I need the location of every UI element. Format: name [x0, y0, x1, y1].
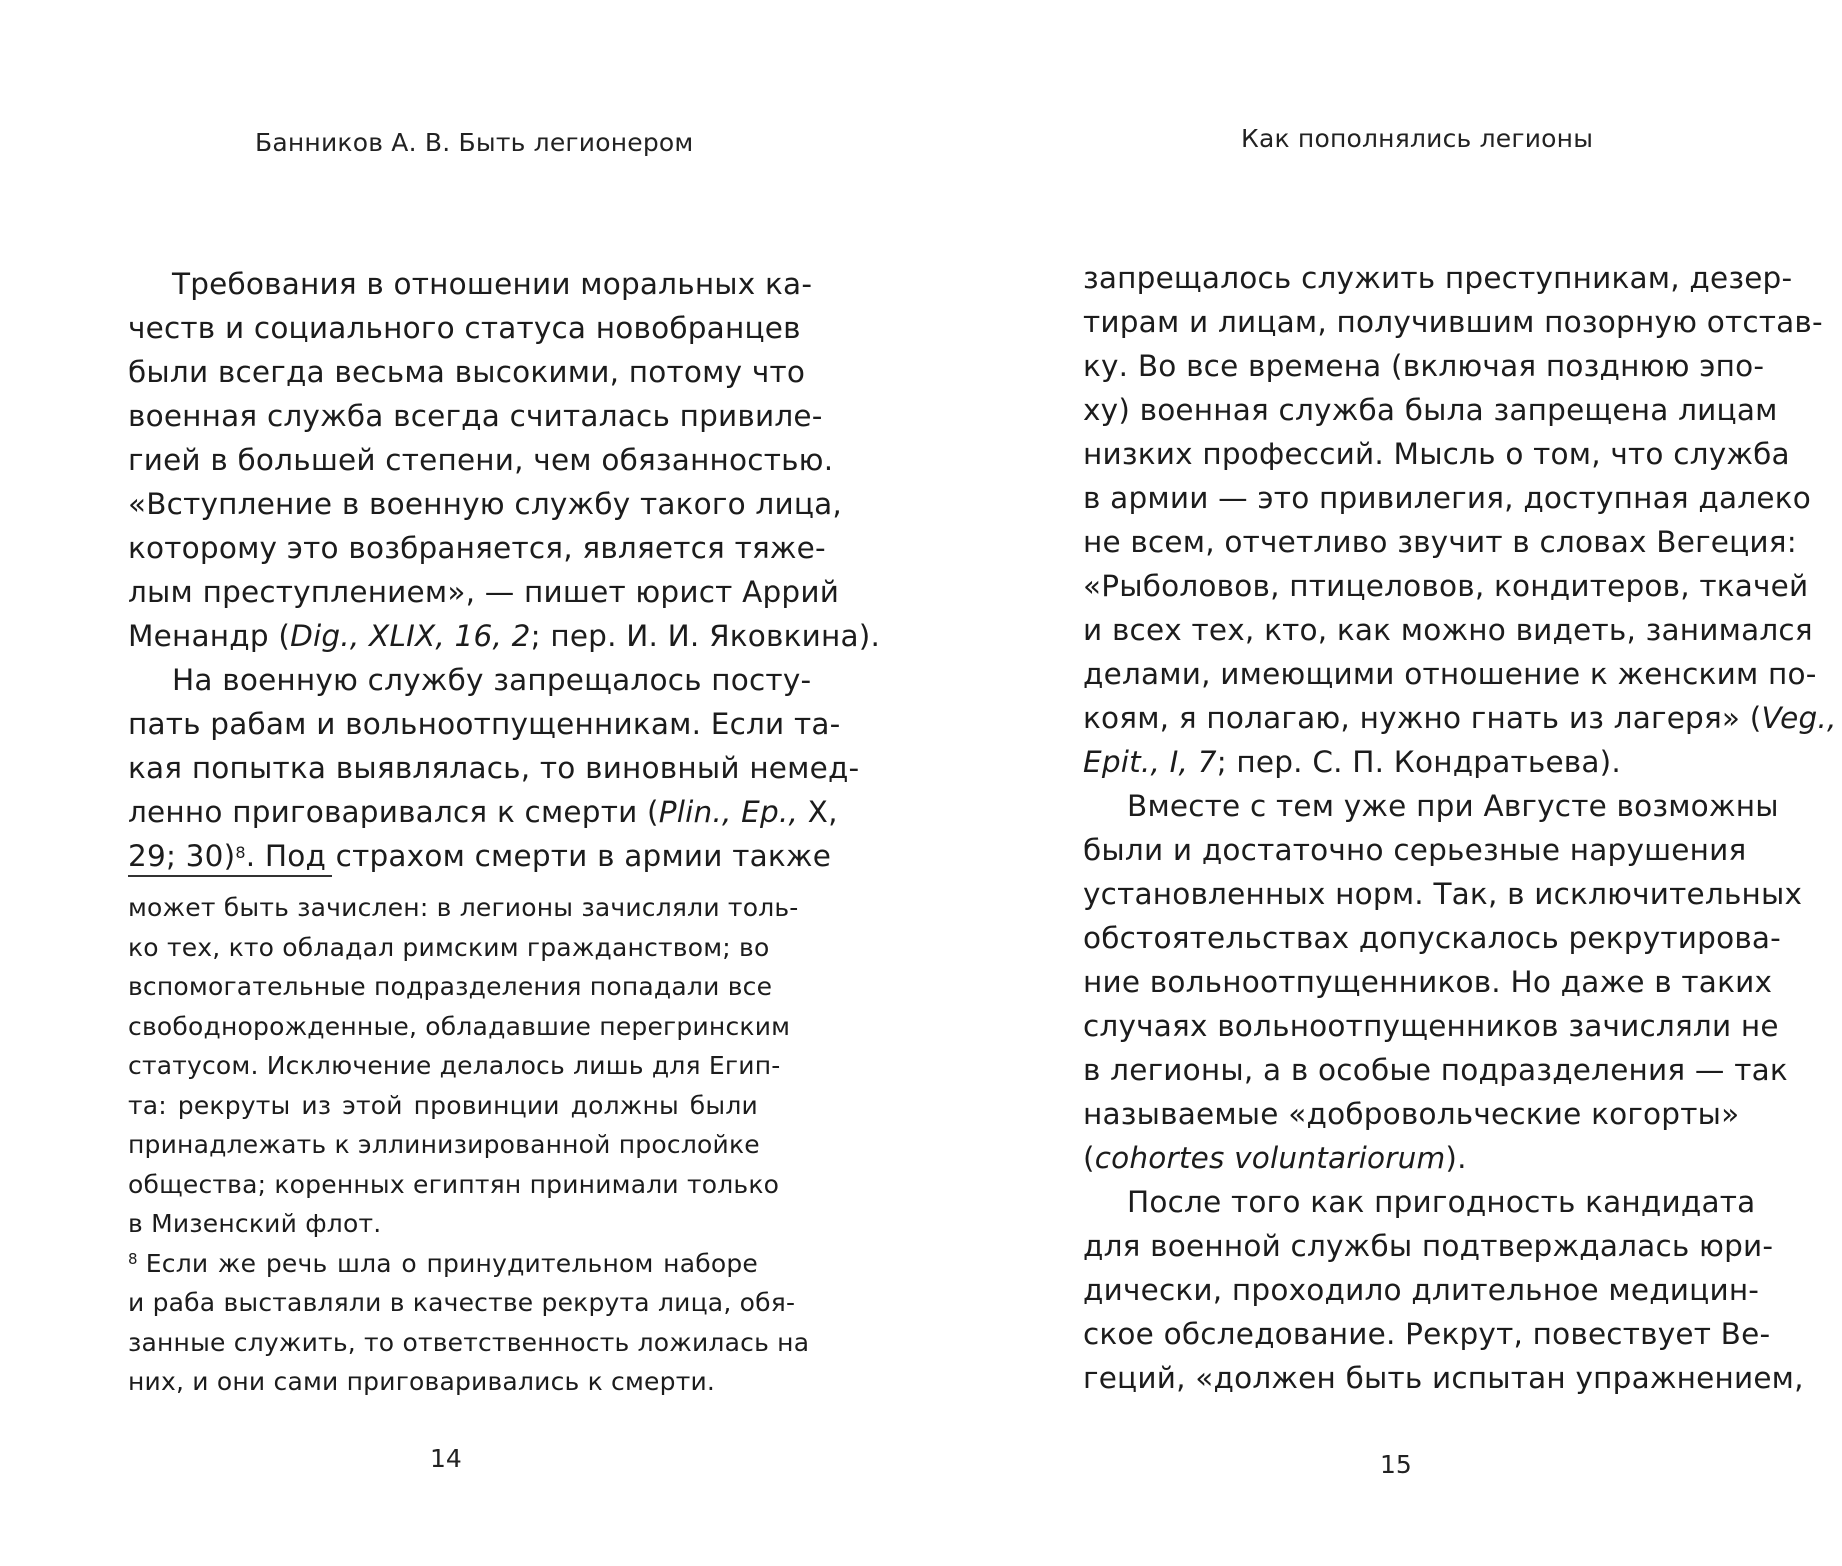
text-line: «Вступление в военную службу такого лица,	[128, 487, 842, 521]
text-line: дически, проходило длительное медицин-	[1083, 1273, 1760, 1307]
footnote-line: ко тех, кто обладал римским гражданством; во	[128, 932, 770, 962]
citation: Plin., Ep.,	[658, 795, 799, 829]
text-line: были и достаточно серьезные нарушения	[1083, 833, 1747, 867]
text-line: ху) военная служба была запрещена лицам	[1083, 393, 1778, 427]
text-line	[1083, 1136, 1707, 1180]
left-running-head: Банников А. В. Быть легионером	[255, 128, 694, 157]
text-line: военная служба всегда считалась привиле-	[128, 399, 823, 433]
footnote-line: та: рекруты из этой провинции должны были	[128, 1090, 758, 1120]
text-line: и всех тех, кто, как можно видеть, занимался	[1083, 613, 1813, 647]
text-line: обстоятельствах допускалось рекрутирова-	[1083, 921, 1782, 955]
text-line: ку. Во все времена (включая позднюю эпо-	[1083, 349, 1765, 383]
footnote-reference[interactable]: 8	[235, 843, 246, 862]
footnotes	[128, 888, 810, 1402]
text-line: ское обследование. Рекрут, повествует Ве-	[1083, 1317, 1771, 1351]
text-line	[128, 834, 832, 878]
text-line: называемые «добровольческие когорты»	[1083, 1097, 1740, 1131]
text-line: гией в большей степени, чем обязанностью.	[128, 443, 834, 477]
text-line: для военной службы подтверждалась юри-	[1083, 1229, 1774, 1263]
right-page	[921, 0, 1842, 1566]
text-line: честв и социального статуса новобранцев	[128, 311, 801, 345]
footnote-line: в Мизенский флот.	[128, 1209, 382, 1238]
text-line: не всем, отчетливо звучит в словах Вегеция:	[1083, 525, 1797, 559]
text-line: запрещалось служить преступникам, дезер-	[1083, 261, 1793, 295]
footnote-line: общества; коренных египтян принимали только	[128, 1169, 780, 1199]
text-line: в армии — это привилегия, доступная далеко	[1083, 481, 1811, 515]
text-line: случаях вольноотпущенников зачисляли не	[1083, 1009, 1779, 1043]
text-fragment: Менандр (	[128, 619, 291, 653]
text-line	[1083, 740, 1707, 784]
citation: Dig., XLIX, 16, 2	[290, 619, 531, 653]
text-line: Требования в отношении моральных ка-	[172, 267, 813, 301]
text-line: делами, имеющими отношение к женским по-	[1083, 657, 1817, 691]
footnote-marker: 8	[128, 1249, 138, 1268]
text-line: которому это возбраняется, является тяже-	[128, 531, 826, 565]
footnote-divider	[128, 875, 332, 877]
text-line: геций, «должен быть испытан упражнением,	[1083, 1361, 1804, 1395]
footnote-line: занные служить, то ответственность ложилась на	[128, 1327, 810, 1357]
text-fragment: ).	[1445, 1141, 1467, 1175]
left-page-number: 14	[430, 1444, 462, 1473]
footnote-line: свободнорожденные, обладавшие перегринским	[128, 1011, 791, 1041]
text-fragment: . Под страхом смерти в армии также	[245, 839, 832, 873]
text-fragment: ленно приговаривался к смерти (	[128, 795, 659, 829]
text-line	[128, 790, 838, 834]
right-page-number: 15	[1380, 1450, 1412, 1479]
text-fragment: ; пер. И. И. Яковкина).	[530, 619, 881, 653]
text-line	[128, 614, 881, 658]
text-line: После того как пригодность кандидата	[1127, 1185, 1756, 1219]
text-fragment: ; пер. С. П. Кондратьева).	[1216, 745, 1621, 779]
text-fragment: коям, я полагаю, нужно гнать из лагеря» (	[1083, 701, 1762, 735]
text-line: были всегда весьма высокими, потому что	[128, 355, 806, 389]
text-line: кая попытка выявлялась, то виновный немед-	[128, 751, 860, 785]
footnote-line	[128, 1244, 758, 1284]
text-fragment: Если же речь шла о принудительном наборе	[145, 1248, 758, 1278]
right-running-head: Как пополнялись легионы	[1241, 124, 1594, 153]
text-line: в легионы, а в особые подразделения — так	[1083, 1053, 1788, 1087]
text-line: Вместе с тем уже при Августе возможны	[1127, 789, 1779, 823]
footnote-line: принадлежать к эллинизированной прослойке	[128, 1130, 760, 1159]
text-line: ние вольноотпущенников. Но даже в таких	[1083, 965, 1773, 999]
text-line: пать рабам и вольноотпущенникам. Если та-	[128, 707, 841, 741]
footnote-line: и раба выставляли в качестве рекрута лица, обя-	[128, 1288, 796, 1317]
latin-term: cohortes voluntariorum	[1094, 1141, 1446, 1175]
footnote-line: статусом. Исключение делалось лишь для Егип-	[128, 1051, 781, 1080]
text-line: лым преступлением», — пишет юрист Аррий	[128, 575, 840, 609]
text-fragment: 29; 30)	[128, 839, 236, 873]
footnote-line: может быть зачислен: в легионы зачисляли толь-	[128, 893, 799, 922]
text-line: низких профессий. Мысль о том, что служба	[1083, 437, 1790, 471]
citation: Veg.,	[1761, 701, 1837, 735]
text-fragment: X,	[798, 795, 838, 829]
left-body-text	[128, 262, 881, 878]
text-fragment: (	[1083, 1141, 1095, 1175]
right-body-text	[1083, 256, 1837, 1400]
text-line	[1083, 696, 1837, 740]
footnote-line: них, и они сами приговаривались к смерти.	[128, 1367, 716, 1396]
text-line: «Рыболовов, птицеловов, кондитеров, ткачей	[1083, 569, 1809, 603]
text-line: На военную службу запрещалось посту-	[172, 663, 812, 697]
footnote-line: вспомогательные подразделения попадали все	[128, 972, 773, 1001]
text-line: тирам и лицам, получившим позорную отстав-	[1083, 305, 1823, 339]
text-line: установленных норм. Так, в исключительных	[1083, 877, 1803, 911]
citation: Epit., I, 7	[1083, 745, 1217, 779]
